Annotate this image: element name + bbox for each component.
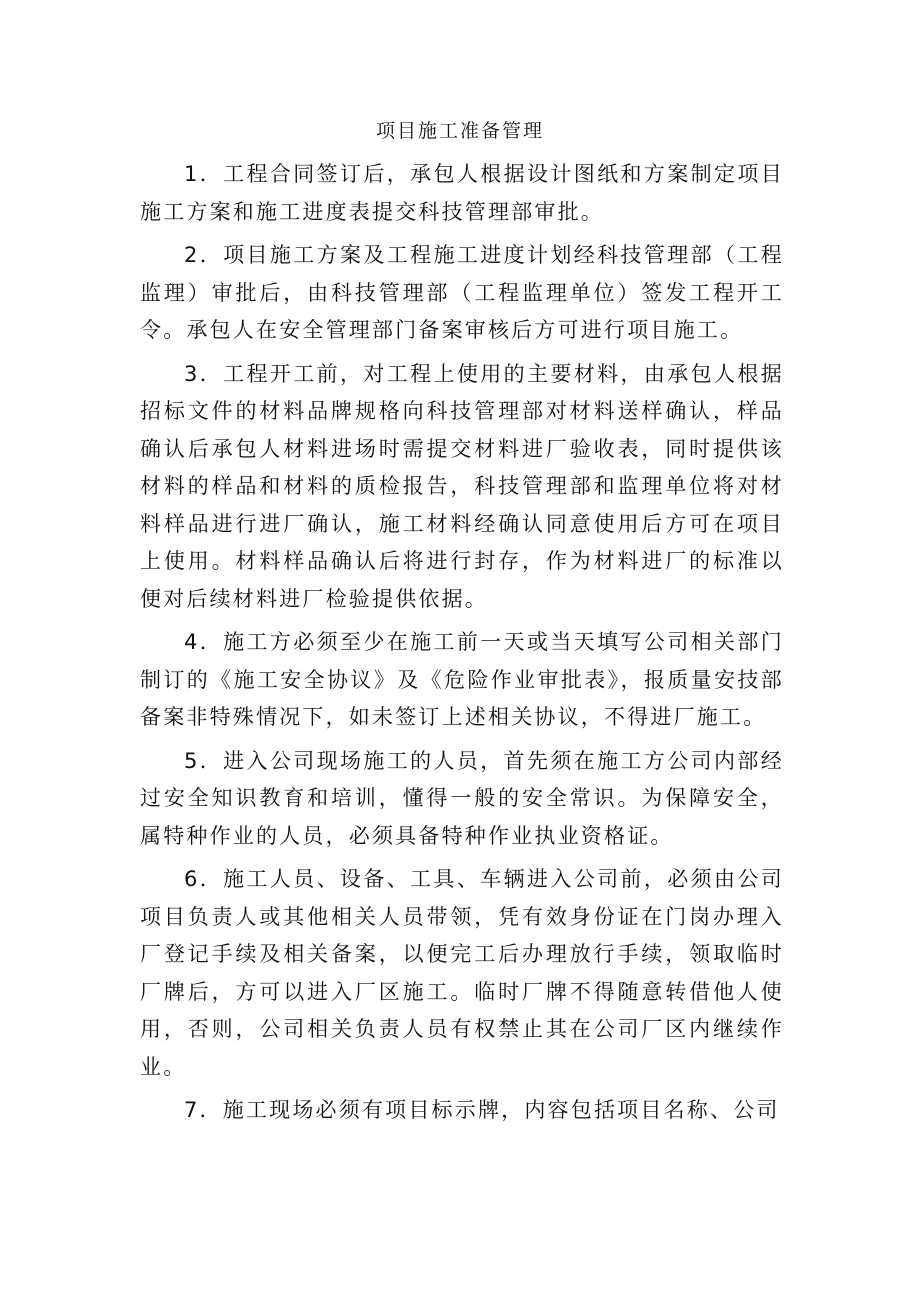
paragraph-2: 2．项目施工方案及工程施工进度计划经科技管理部（工程监理）审批后，由科技管理部（工程监理单位）签发工程开工令。承包人在安全管理部门备案审核后方可进行项目施工。 [140, 243, 784, 342]
paragraph-1: 1．工程合同签订后，承包人根据设计图纸和方案制定项目施工方案和施工进度表提交科技管理部审批。 [140, 162, 784, 224]
paragraph-3: 3．工程开工前，对工程上使用的主要材料，由承包人根据招标文件的材料品牌规格向科技管理部对材料送样确认，样品确认后承包人材料进场时需提交材料进厂验收表，同时提供该材料的样品和材料的质检报告，科技管理部和监理单位将对材料样品进行进厂确认，施工材料经确认同意使用后方可在项目上使用。材料样品确认后将进行封存，作为材料进厂的标准以便对后续材料进厂检验提供依据。 [140, 361, 784, 611]
paragraph-4: 4．施工方必须至少在施工前一天或当天填写公司相关部门制订的《施工安全协议》及《危险作业审批表》，报质量安技部备案非特殊情况下，如未签订上述相关协议，不得进厂施工。 [140, 630, 784, 729]
document-body [140, 156, 784, 1136]
paragraph-6: 6．施工人员、设备、工具、车辆进入公司前，必须由公司项目负责人或其他相关人员带领，凭有效身份证在门岗办理入厂登记手续及相关备案，以便完工后办理放行手续，领取临时厂牌后，方可以进入厂区施工。临时厂牌不得随意转借他人使用，否则，公司相关负责人员有权禁止其在公司厂区内继续作业。 [140, 867, 784, 1079]
paragraph-5: 5．进入公司现场施工的人员，首先须在施工方公司内部经过安全知识教育和培训，懂得一般的安全常识。为保障安全，属特种作业的人员，必须具备特种作业执业资格证。 [140, 748, 784, 848]
paragraph-7: 7．施工现场必须有项目标示牌，内容包括项目名称、公司 [184, 1098, 780, 1122]
document-title: 项目施工准备管理 [375, 120, 544, 142]
